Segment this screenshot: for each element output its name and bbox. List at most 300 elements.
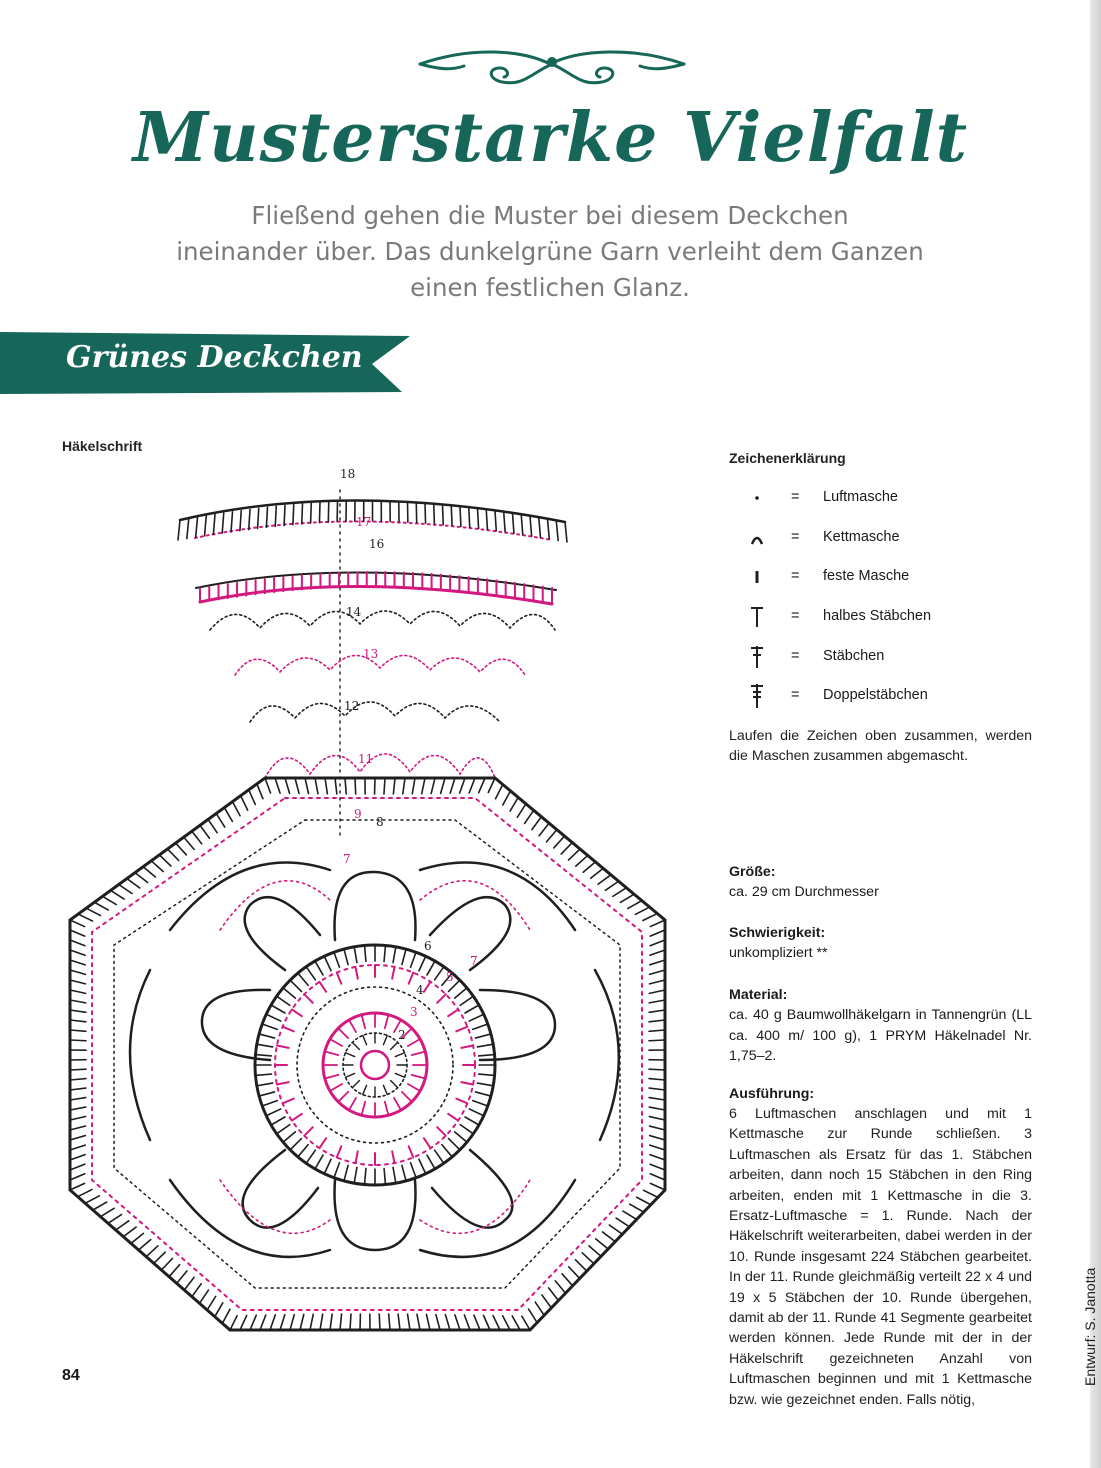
stitch-mark bbox=[304, 1127, 312, 1135]
stitch-mark bbox=[469, 1109, 484, 1116]
lead-line: einen festlichen Glanz. bbox=[410, 273, 690, 302]
stitch-mark bbox=[479, 1074, 495, 1075]
size-block bbox=[729, 862, 1032, 903]
stitch-mark bbox=[449, 1139, 460, 1150]
stitch-mark bbox=[532, 817, 541, 830]
stitch-mark bbox=[271, 1005, 285, 1013]
stitch-mark bbox=[605, 881, 618, 890]
legend-item bbox=[745, 526, 1045, 566]
stitch-mark bbox=[628, 901, 642, 909]
stitch-mark bbox=[354, 1167, 357, 1183]
stitch-mark bbox=[403, 778, 405, 794]
stitch-mark bbox=[469, 778, 475, 793]
round-label: 9 bbox=[354, 807, 362, 821]
stitch-mark bbox=[305, 778, 309, 794]
stitch-mark bbox=[469, 507, 470, 527]
stitch-mark bbox=[417, 1314, 420, 1330]
stitch-mark bbox=[70, 1126, 86, 1130]
execution-heading-block bbox=[729, 1084, 1032, 1104]
stitch-mark bbox=[441, 778, 445, 793]
stitch-mark bbox=[493, 1316, 500, 1330]
stitch-mark bbox=[649, 1107, 665, 1110]
page-number: 84 bbox=[62, 1367, 80, 1384]
stitch-mark bbox=[464, 1315, 470, 1330]
stitch-mark bbox=[205, 516, 207, 536]
round-label: 13 bbox=[363, 647, 379, 661]
stitch-mark bbox=[649, 1040, 665, 1041]
stitch-mark bbox=[349, 1098, 356, 1110]
stitch-mark bbox=[424, 982, 431, 992]
stitch-mark bbox=[365, 1169, 366, 1185]
stitch-mark bbox=[292, 1114, 302, 1121]
legend-note: Laufen die Zeichen oben zusammen, werden die Maschen zusammen abgemascht. bbox=[729, 728, 1032, 765]
stitch-mark bbox=[554, 836, 565, 848]
stitch-mark bbox=[196, 517, 198, 537]
stitch-mark bbox=[338, 1092, 348, 1102]
stitch-mark bbox=[529, 1309, 538, 1323]
legend-label: Doppelstäbchen bbox=[823, 687, 928, 704]
stitch-mark bbox=[598, 875, 611, 884]
stitch-mark bbox=[70, 1117, 86, 1120]
stitch-mark bbox=[363, 1035, 367, 1044]
stitch-mark bbox=[325, 1052, 339, 1056]
stitch-mark bbox=[335, 778, 337, 794]
stitch-mark bbox=[240, 1315, 247, 1330]
crochet-diagram bbox=[60, 460, 700, 1390]
stitch-mark bbox=[448, 1114, 458, 1121]
stitch-mark bbox=[650, 1183, 665, 1190]
stitch-mark bbox=[649, 1098, 665, 1100]
stitch-mark bbox=[475, 1034, 490, 1038]
stitch-mark bbox=[384, 1169, 385, 1185]
stitch-mark bbox=[340, 1314, 342, 1330]
stitch-mark bbox=[596, 1239, 608, 1249]
stitch-mark bbox=[298, 973, 308, 985]
stitch-mark bbox=[283, 1132, 295, 1142]
stitch-mark bbox=[495, 511, 496, 531]
stitch-mark bbox=[290, 1139, 301, 1150]
stitch-mark bbox=[477, 1044, 493, 1047]
stitch-mark bbox=[549, 1288, 559, 1301]
stitch-mark bbox=[575, 1260, 586, 1271]
round-label: 2 bbox=[398, 1028, 406, 1042]
legend-equals: = bbox=[791, 647, 800, 664]
stitch-mark bbox=[352, 1042, 359, 1049]
stitch-mark bbox=[455, 1315, 460, 1330]
stitch-mark bbox=[213, 515, 215, 535]
stitch-mark bbox=[330, 1314, 332, 1330]
legend-label: Luftmasche bbox=[823, 489, 898, 505]
stitch-mark bbox=[469, 1014, 484, 1021]
stitch-mark bbox=[131, 1233, 143, 1243]
stitch-mark bbox=[569, 1267, 580, 1279]
legend-equals: = bbox=[791, 608, 800, 625]
stitch-mark bbox=[352, 1081, 359, 1088]
stitch-mark bbox=[233, 802, 241, 816]
legend-label: Kettmasche bbox=[823, 528, 900, 545]
bar-icon bbox=[745, 565, 771, 589]
stitch-mark bbox=[70, 1069, 86, 1070]
stitch-mark bbox=[78, 1190, 92, 1197]
stitch-mark bbox=[177, 1271, 187, 1283]
stitch-mark bbox=[613, 888, 626, 897]
stitch-mark bbox=[650, 950, 665, 955]
stitch-mark bbox=[277, 1082, 289, 1084]
stitch-mark bbox=[635, 907, 649, 914]
stitch-mark bbox=[315, 778, 318, 794]
stitch-mark bbox=[650, 960, 665, 965]
legend-item bbox=[745, 565, 1045, 605]
stitch-mark bbox=[70, 1079, 86, 1080]
stitch-mark bbox=[240, 511, 241, 531]
stitch-mark bbox=[649, 1030, 665, 1031]
stitch-mark bbox=[473, 1024, 488, 1029]
stitch-mark bbox=[337, 973, 342, 984]
stitch-mark bbox=[408, 1084, 420, 1091]
stitch-mark bbox=[135, 873, 148, 883]
stitch-mark bbox=[146, 1246, 158, 1257]
stitch-mark bbox=[384, 778, 385, 794]
stitch-mark bbox=[139, 1240, 151, 1250]
stitch-mark bbox=[568, 849, 580, 860]
stitch-mark bbox=[277, 1045, 289, 1047]
stitch-mark bbox=[230, 1316, 237, 1330]
execution-text: 6 Luftmaschen anschlagen und mit 1 Kettmasche zur Runde schließen. 3 Luftmaschen als Ersatz für das 1. Stäbchen arbeiten, dann noch 15 Stäbchen in den Ring arbeiten, enden mit 1 Kettmasche in die 3. Ersatz-Luftmasche = 1. Runde. Nach der Häkelschrift weiterarbeiten, dabei werden in der 10. Runde insgesamt 224 Stäbchen gearbeitet. In der 11. Runde gleichmäßig verteilt 22 x 4 und 19 x 5 Stäbchen der 10. Runde übergehen, damit ab der 11. Runde 41 Segmente gearbeitet werden können. Jede Runde mit der in der Häkelschrift gezeichneten Anzahl von Luftmaschen beginnen und mit 1 Kettmasche bzw. wie gezeichnet enden. Falls nötig, bbox=[729, 1106, 1032, 1408]
stitch-mark bbox=[591, 868, 604, 878]
stitch-mark bbox=[315, 961, 323, 975]
stitch-mark bbox=[108, 1215, 121, 1224]
stitch-mark bbox=[616, 1218, 629, 1227]
stitch-mark bbox=[86, 908, 100, 915]
stitch-mark bbox=[259, 1092, 274, 1096]
stitch-mark bbox=[94, 902, 108, 910]
stitch-mark bbox=[315, 1155, 323, 1169]
stitch-mark bbox=[184, 1277, 194, 1290]
stitch-mark bbox=[215, 1303, 223, 1317]
stitch-mark bbox=[394, 1098, 401, 1110]
stitch-mark bbox=[255, 1074, 271, 1075]
stitch-mark bbox=[159, 855, 171, 866]
stitch-mark bbox=[455, 988, 467, 998]
round-label: 16 bbox=[369, 537, 385, 551]
ornament-flourish bbox=[412, 40, 692, 96]
stitch-mark bbox=[451, 505, 452, 525]
stitch-mark bbox=[300, 1314, 304, 1330]
stitch-mark bbox=[70, 930, 85, 936]
stitch-mark bbox=[643, 914, 657, 921]
stitch-mark bbox=[539, 823, 549, 836]
stitch-mark bbox=[70, 1174, 85, 1180]
stitch-mark bbox=[460, 506, 461, 526]
stitch-mark bbox=[637, 1197, 651, 1205]
stitch-mark bbox=[650, 1155, 665, 1160]
stitch-mark bbox=[325, 1075, 339, 1079]
stitch-mark bbox=[424, 1138, 431, 1148]
stitch-mark bbox=[285, 778, 290, 793]
stitch-mark bbox=[255, 1055, 271, 1056]
stitch-mark bbox=[650, 1145, 665, 1150]
round-label: 3 bbox=[410, 1005, 418, 1019]
stitch-mark bbox=[384, 945, 385, 961]
stitch-mark bbox=[650, 970, 665, 974]
stitch-mark bbox=[437, 1127, 445, 1135]
stitch-mark bbox=[275, 778, 280, 793]
stitch-mark bbox=[650, 920, 665, 927]
legend-equals: = bbox=[791, 687, 800, 704]
difficulty-block bbox=[729, 923, 1032, 964]
stitch-mark bbox=[456, 1027, 467, 1032]
round-label: 14 bbox=[346, 605, 362, 619]
stitch-mark bbox=[475, 1092, 490, 1096]
legend-equals: = bbox=[791, 568, 800, 585]
stitch-mark bbox=[119, 885, 132, 894]
stitch-mark bbox=[93, 1202, 107, 1210]
stitch-mark bbox=[241, 796, 248, 810]
stitch-mark bbox=[349, 1020, 356, 1032]
stitch-mark bbox=[542, 1295, 551, 1308]
stitch-mark bbox=[70, 1010, 86, 1012]
stitch-mark bbox=[461, 1082, 473, 1084]
legend-label: feste Masche bbox=[823, 568, 910, 585]
stitch-mark bbox=[402, 1165, 406, 1180]
legend-equals: = bbox=[791, 528, 800, 545]
stitch-mark bbox=[334, 952, 339, 967]
stitch-mark bbox=[85, 1196, 99, 1203]
stitch-mark bbox=[385, 1102, 389, 1116]
stitch-mark bbox=[602, 1232, 615, 1242]
stitch-mark bbox=[513, 513, 514, 533]
stitch-mark bbox=[483, 1315, 490, 1330]
stitch-mark bbox=[460, 996, 473, 1005]
stitch-mark bbox=[474, 1315, 480, 1330]
stitch-mark bbox=[620, 894, 634, 902]
stitch-mark bbox=[143, 867, 155, 877]
stitch-mark bbox=[649, 1069, 665, 1070]
stitch-mark bbox=[70, 950, 85, 955]
stitch-mark bbox=[260, 1315, 266, 1330]
legend-item bbox=[745, 605, 1045, 645]
stitch-mark bbox=[530, 516, 532, 536]
stitch-mark bbox=[649, 990, 665, 993]
stitch-mark bbox=[539, 518, 541, 538]
stitch-mark bbox=[284, 505, 285, 525]
round-label: 11 bbox=[358, 752, 374, 766]
stitch-mark bbox=[434, 504, 435, 524]
stitch-mark bbox=[123, 1227, 136, 1237]
stitch-mark bbox=[293, 505, 294, 525]
stitch-mark bbox=[70, 1040, 86, 1041]
stitch-mark bbox=[224, 808, 232, 822]
stitch-mark bbox=[324, 1159, 331, 1174]
stitch-mark bbox=[283, 1099, 294, 1104]
stitch-mark bbox=[70, 1183, 85, 1190]
stitch-mark bbox=[334, 1163, 339, 1178]
stitch-mark bbox=[70, 1164, 85, 1170]
stitch-mark bbox=[295, 778, 299, 793]
stitch-mark bbox=[437, 994, 445, 1002]
stitch-mark bbox=[362, 1102, 366, 1116]
stitch-mark bbox=[435, 967, 444, 980]
stitch-mark bbox=[379, 1314, 380, 1330]
stitch-mark bbox=[187, 519, 189, 539]
stitch-mark bbox=[319, 1138, 326, 1148]
stitch-mark bbox=[426, 1314, 430, 1330]
stitch-mark bbox=[192, 831, 202, 844]
diagram-heading: Häkelschrift bbox=[62, 438, 143, 454]
stitch-mark bbox=[70, 1000, 86, 1003]
stitch-mark bbox=[456, 1099, 467, 1104]
stitch-mark bbox=[70, 1098, 86, 1100]
stitch-mark bbox=[402, 1092, 412, 1102]
material-block bbox=[729, 985, 1032, 1067]
stitch-mark bbox=[565, 522, 567, 542]
stitch-mark bbox=[455, 1132, 467, 1142]
stitch-mark bbox=[161, 1258, 172, 1270]
stitch-mark bbox=[623, 1211, 637, 1219]
stitch-mark bbox=[412, 778, 415, 794]
stitch-mark bbox=[561, 843, 572, 854]
stitch-mark bbox=[363, 1085, 367, 1094]
stitch-mark bbox=[176, 843, 187, 855]
stitch-mark bbox=[650, 1136, 665, 1140]
stitch-mark bbox=[556, 521, 558, 541]
stitch-mark bbox=[510, 797, 518, 811]
stitch-mark bbox=[259, 1034, 274, 1038]
stitch-mark bbox=[649, 1000, 665, 1003]
stitch-mark bbox=[649, 1117, 665, 1120]
stitch-mark bbox=[262, 1024, 277, 1029]
stitch-mark bbox=[478, 508, 479, 528]
size-heading: Größe: bbox=[729, 864, 776, 880]
stitch-mark bbox=[408, 1314, 410, 1330]
stitch-mark bbox=[337, 1146, 342, 1157]
stitch-mark bbox=[448, 1009, 458, 1016]
stitch-mark bbox=[184, 837, 194, 849]
stitch-mark bbox=[512, 1316, 520, 1330]
lead-line: ineinander über. Das dunkelgrüne Garn verleiht dem Ganzen bbox=[176, 237, 924, 266]
stitch-mark bbox=[419, 1159, 426, 1174]
stitch-mark bbox=[70, 1020, 86, 1022]
stitch-mark bbox=[435, 1150, 444, 1163]
stitch-mark bbox=[258, 508, 259, 528]
stitch-mark bbox=[70, 1136, 85, 1140]
stitch-mark bbox=[389, 1314, 390, 1330]
stitch-mark bbox=[265, 778, 271, 793]
stitch-mark bbox=[391, 1081, 398, 1088]
stitch-mark bbox=[290, 1315, 294, 1330]
banner-label: Grünes Deckchen bbox=[66, 340, 363, 375]
stitch-mark bbox=[70, 1145, 85, 1150]
stitch-mark bbox=[393, 1167, 396, 1183]
stitch-mark bbox=[304, 994, 312, 1002]
round-label: 18 bbox=[340, 467, 356, 481]
stitch-mark bbox=[103, 896, 117, 904]
stitch-mark bbox=[422, 778, 425, 794]
stitch-mark bbox=[521, 515, 523, 535]
stitch-mark bbox=[393, 778, 395, 794]
stitch-mark bbox=[345, 1053, 354, 1057]
stitch-mark bbox=[355, 778, 356, 794]
stitch-mark bbox=[325, 778, 327, 794]
stitch-mark bbox=[70, 1030, 86, 1031]
stitch-mark bbox=[116, 1221, 129, 1230]
stitch-mark bbox=[649, 1079, 665, 1080]
stitch-mark bbox=[70, 1107, 86, 1110]
legend bbox=[745, 486, 1045, 724]
stitch-mark bbox=[383, 1085, 387, 1094]
stitch-mark bbox=[151, 861, 163, 872]
stitch-mark bbox=[271, 1117, 285, 1125]
stitch-mark bbox=[461, 1045, 473, 1047]
double-cross-icon bbox=[745, 684, 771, 708]
stitch-mark bbox=[465, 1005, 479, 1013]
stitch-mark bbox=[427, 961, 435, 975]
round-label: 12 bbox=[344, 699, 360, 713]
stitch-mark bbox=[70, 990, 86, 993]
stitch-mark bbox=[249, 790, 256, 805]
stitch-mark bbox=[504, 512, 505, 532]
stitch-mark bbox=[192, 1284, 201, 1297]
stitch-mark bbox=[330, 1039, 342, 1046]
stitch-mark bbox=[70, 1155, 85, 1160]
stitch-mark bbox=[355, 1151, 357, 1163]
stitch-mark bbox=[100, 1208, 114, 1216]
stitch-mark bbox=[442, 1145, 452, 1157]
stitch-mark bbox=[277, 996, 290, 1005]
stitch-mark bbox=[479, 1055, 495, 1056]
stitch-mark bbox=[298, 1145, 308, 1157]
stitch-mark bbox=[222, 513, 224, 533]
stitch-mark bbox=[127, 879, 140, 888]
stitch-mark bbox=[330, 1084, 342, 1091]
stitch-mark bbox=[345, 1073, 354, 1077]
stitch-mark bbox=[383, 1035, 387, 1044]
stitch-mark bbox=[460, 1125, 473, 1134]
stitch-mark bbox=[649, 1126, 665, 1130]
stitch-mark bbox=[650, 1164, 665, 1170]
stitch-mark bbox=[169, 1265, 180, 1277]
stitch-mark bbox=[644, 1190, 658, 1197]
stitch-mark bbox=[650, 1174, 665, 1180]
stitch-mark bbox=[249, 510, 250, 530]
round-label: 6 bbox=[424, 939, 432, 953]
difficulty-heading: Schwierigkeit: bbox=[729, 925, 826, 941]
stitch-mark bbox=[355, 967, 357, 979]
stitch-mark bbox=[555, 1281, 565, 1293]
legend-equals: = bbox=[791, 489, 800, 505]
stitch-mark bbox=[70, 980, 86, 984]
page-title: Musterstarke Vielfalt bbox=[132, 98, 969, 178]
stitch-mark bbox=[450, 778, 455, 793]
stitch-mark bbox=[257, 1083, 273, 1086]
arc-icon bbox=[745, 526, 771, 550]
stitch-mark bbox=[280, 1315, 285, 1330]
stitch-mark bbox=[650, 940, 665, 946]
stitch-mark bbox=[649, 1010, 665, 1012]
legend-item bbox=[745, 645, 1045, 685]
legend-label: Stäbchen bbox=[823, 647, 885, 664]
stitch-mark bbox=[275, 506, 276, 526]
stitch-mark bbox=[409, 973, 414, 984]
stitch-mark bbox=[70, 940, 85, 946]
stitch-mark bbox=[392, 967, 394, 979]
stitch-mark bbox=[583, 862, 595, 872]
stitch-mark bbox=[362, 1015, 366, 1029]
stitch-mark bbox=[517, 804, 526, 818]
stitch-mark bbox=[503, 1316, 510, 1330]
stitch-mark bbox=[216, 814, 224, 828]
stitch-mark bbox=[535, 1302, 544, 1315]
